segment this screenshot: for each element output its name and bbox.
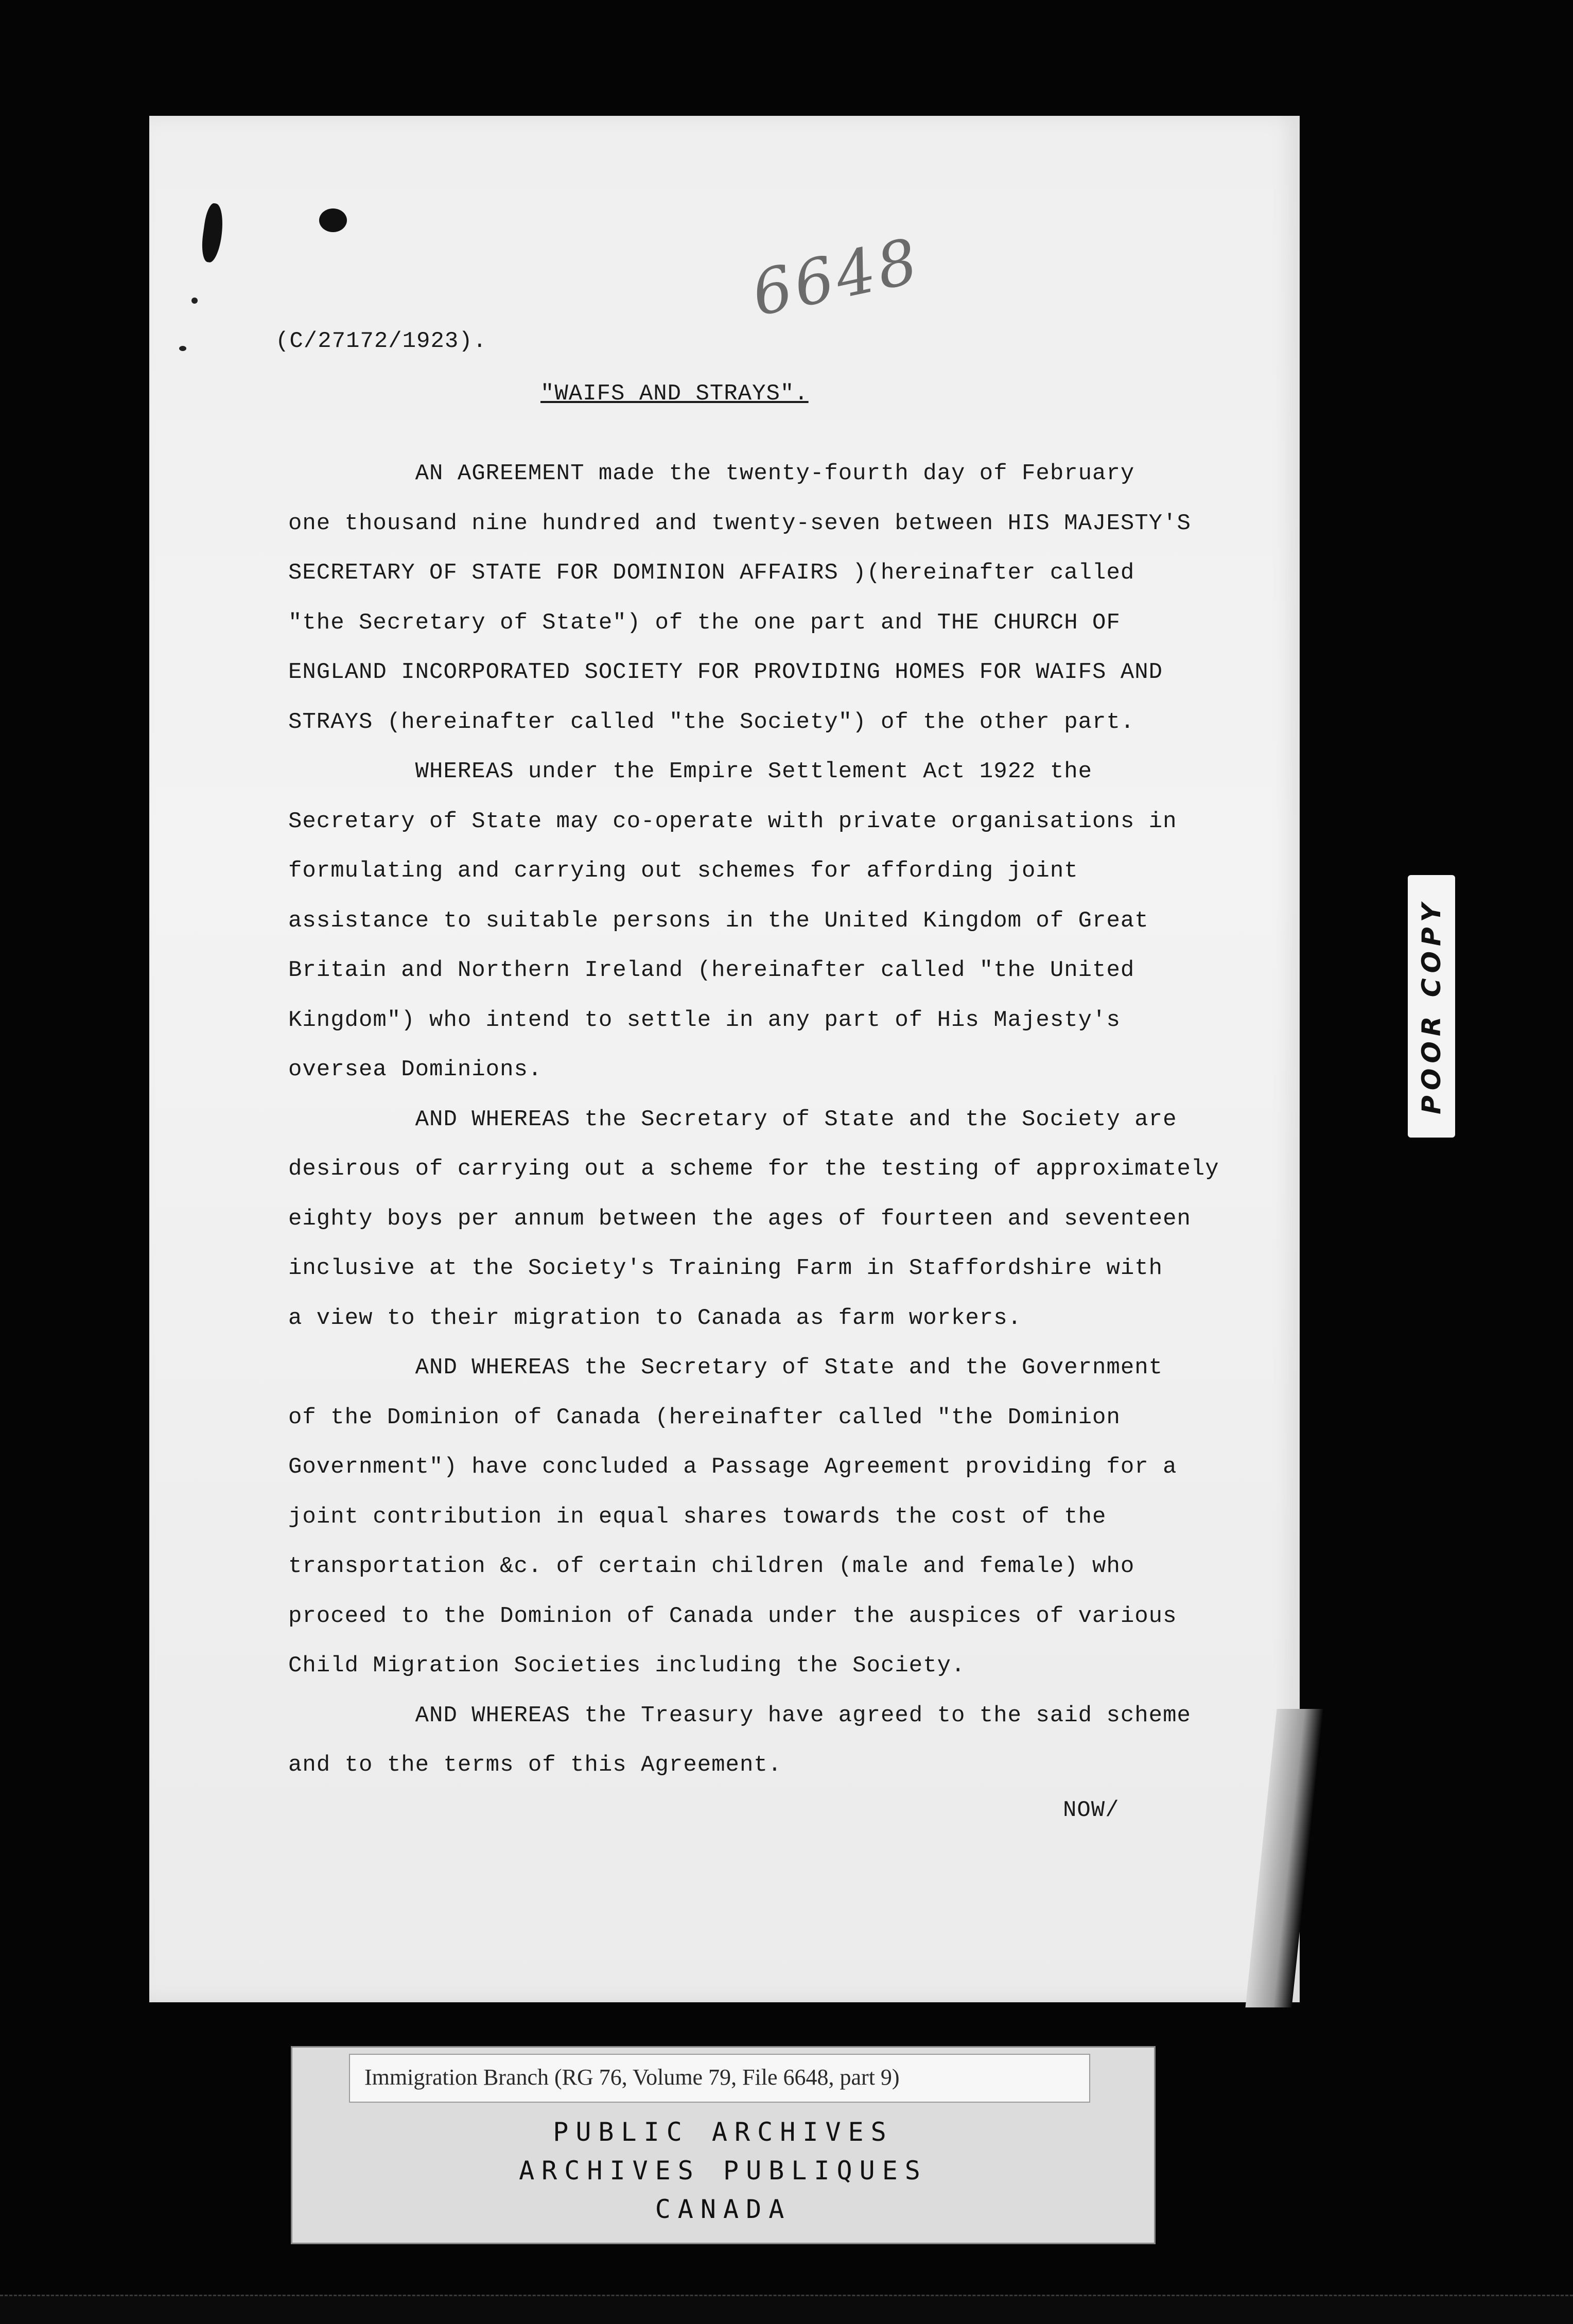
body-line: eighty boys per annum between the ages of fourteen and seventeen xyxy=(288,1205,1191,1232)
body-line: Child Migration Societies including the Society. xyxy=(288,1653,966,1679)
body-line: "the Secretary of State") of the one part and THE CHURCH OF xyxy=(288,609,1121,636)
body-line: AND WHEREAS the Secretary of State and the Society are xyxy=(288,1106,1177,1132)
document-title: "WAIFS AND STRAYS". xyxy=(540,381,809,407)
body-line: AN AGREEMENT made the twenty-fourth day of February xyxy=(288,461,1135,486)
body-line: Government") have concluded a Passage Agreement providing for a xyxy=(288,1454,1177,1480)
body-line: formulating and carrying out schemes for affording joint xyxy=(288,858,1078,884)
poor-copy-stamp-text: POOR COPY xyxy=(1417,898,1446,1114)
archive-reference: Immigration Branch (RG 76, Volume 79, File 6648, part 9) xyxy=(364,2065,900,2090)
body-line: STRAYS (hereinafter called "the Society") of the other part. xyxy=(288,709,1135,735)
body-line: inclusive at the Society's Training Farm in Staffordshire with xyxy=(288,1255,1163,1281)
archive-reference-strip xyxy=(349,2054,1090,2103)
body-line: one thousand nine hundred and twenty-seven between HIS MAJESTY'S xyxy=(288,510,1191,536)
body-line: Kingdom") who intend to settle in any part of His Majesty's xyxy=(288,1007,1121,1033)
body-line: a view to their migration to Canada as farm workers. xyxy=(288,1305,1022,1331)
body-line: Britain and Northern Ireland (hereinafter called "the United xyxy=(288,957,1135,983)
archive-label xyxy=(291,2046,1156,2244)
body-line: ENGLAND INCORPORATED SOCIETY FOR PROVIDING HOMES FOR WAIFS AND xyxy=(288,659,1163,685)
archive-country: CANADA xyxy=(655,2194,792,2224)
film-edge xyxy=(0,2295,1573,2324)
body-line: AND WHEREAS the Secretary of State and the Government xyxy=(288,1355,1163,1381)
body-line: transportation &c. of certain children (male and female) who xyxy=(288,1553,1135,1579)
body-line: assistance to suitable persons in the United Kingdom of Great xyxy=(288,907,1149,934)
body-line: SECRETARY OF STATE FOR DOMINION AFFAIRS )(hereinafter called xyxy=(288,560,1135,586)
body-line: oversea Dominions. xyxy=(288,1057,543,1082)
handwritten-file-number: 6648 xyxy=(746,225,927,330)
body-line: joint contribution in equal shares towards the cost of the xyxy=(288,1504,1107,1530)
file-reference: (C/27172/1923). xyxy=(275,328,487,354)
archive-name-french: ARCHIVES PUBLIQUES xyxy=(519,2156,928,2186)
margin-ink-dot xyxy=(179,346,186,351)
margin-ink-dot xyxy=(191,298,198,304)
poor-copy-stamp xyxy=(1408,875,1455,1138)
body-line: WHEREAS under the Empire Settlement Act 1922 the xyxy=(288,759,1093,784)
body-line: of the Dominion of Canada (hereinafter called "the Dominion xyxy=(288,1404,1121,1430)
body-line: desirous of carrying out a scheme for the testing of approximately xyxy=(288,1156,1219,1182)
continuation-mark: NOW/ xyxy=(1063,1797,1120,1823)
body-line: and to the terms of this Agreement. xyxy=(288,1752,782,1778)
punch-hole xyxy=(319,208,347,232)
body-line: AND WHEREAS the Treasury have agreed to the said scheme xyxy=(288,1702,1191,1728)
archive-name-english: PUBLIC ARCHIVES xyxy=(553,2117,894,2147)
body-line: Secretary of State may co-operate with private organisations in xyxy=(288,808,1177,834)
agreement-body xyxy=(288,449,1219,1790)
body-line: proceed to the Dominion of Canada under the auspices of various xyxy=(288,1603,1177,1629)
